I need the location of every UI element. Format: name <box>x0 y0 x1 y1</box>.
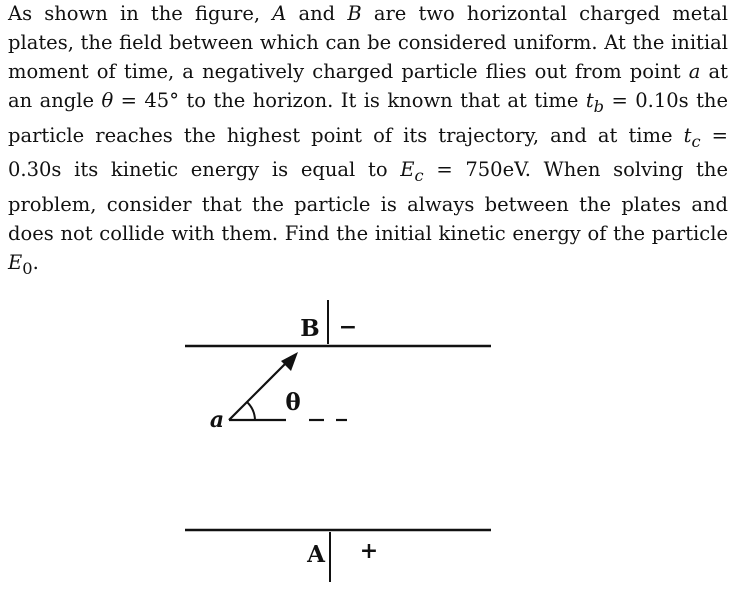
text-segment: . <box>32 250 39 274</box>
subscript-c: c <box>691 131 701 151</box>
var-A: A <box>272 2 287 25</box>
text-segment: = 0.10s the particle reaches the highest point of its trajectory, and at time <box>8 88 729 147</box>
plate-b-sign: − <box>338 314 358 340</box>
velocity-arrowhead <box>281 352 298 371</box>
var-E0: E <box>8 250 23 274</box>
text-segment: = 0.30s its kinetic energy is equal to <box>8 123 728 182</box>
text-segment: As shown in the figure, <box>8 2 273 25</box>
capacitor-figure <box>183 282 513 594</box>
problem-statement <box>8 0 728 284</box>
var-a: a <box>688 59 701 83</box>
plate-b-label: B <box>300 315 320 342</box>
subscript-Ec: c <box>414 166 424 186</box>
subscript-E0: 0 <box>22 258 33 278</box>
var-theta: θ <box>101 88 114 112</box>
angle-arc <box>247 402 255 420</box>
subscript-b: b <box>593 96 605 116</box>
angle-theta-label: θ <box>285 389 301 416</box>
point-a-label: a <box>209 407 225 433</box>
var-tb: t <box>585 88 594 112</box>
text-segment: and <box>286 2 348 25</box>
text-segment: = 45° to the horizon. It is known that at time <box>113 88 586 112</box>
problem-paragraph <box>8 0 728 284</box>
plate-a-label: A <box>307 541 325 568</box>
figure-svg <box>183 282 513 594</box>
var-B: B <box>347 2 362 25</box>
text-segment: at an angle <box>8 59 728 112</box>
text-segment: are two horizontal charged metal plates, the field between which can be considered uniform. At the initial moment of time, a negatively charged particle flies out from point <box>8 2 728 83</box>
plate-a-sign: + <box>359 538 379 564</box>
var-Ec: E <box>400 158 415 182</box>
text-segment: = 750eV. When solving the problem, consider that the particle is always between the plates and does not collide with them. Find the initial kinetic energy of the particle <box>8 158 728 246</box>
velocity-vector <box>229 358 291 420</box>
var-tc: t <box>683 123 692 147</box>
